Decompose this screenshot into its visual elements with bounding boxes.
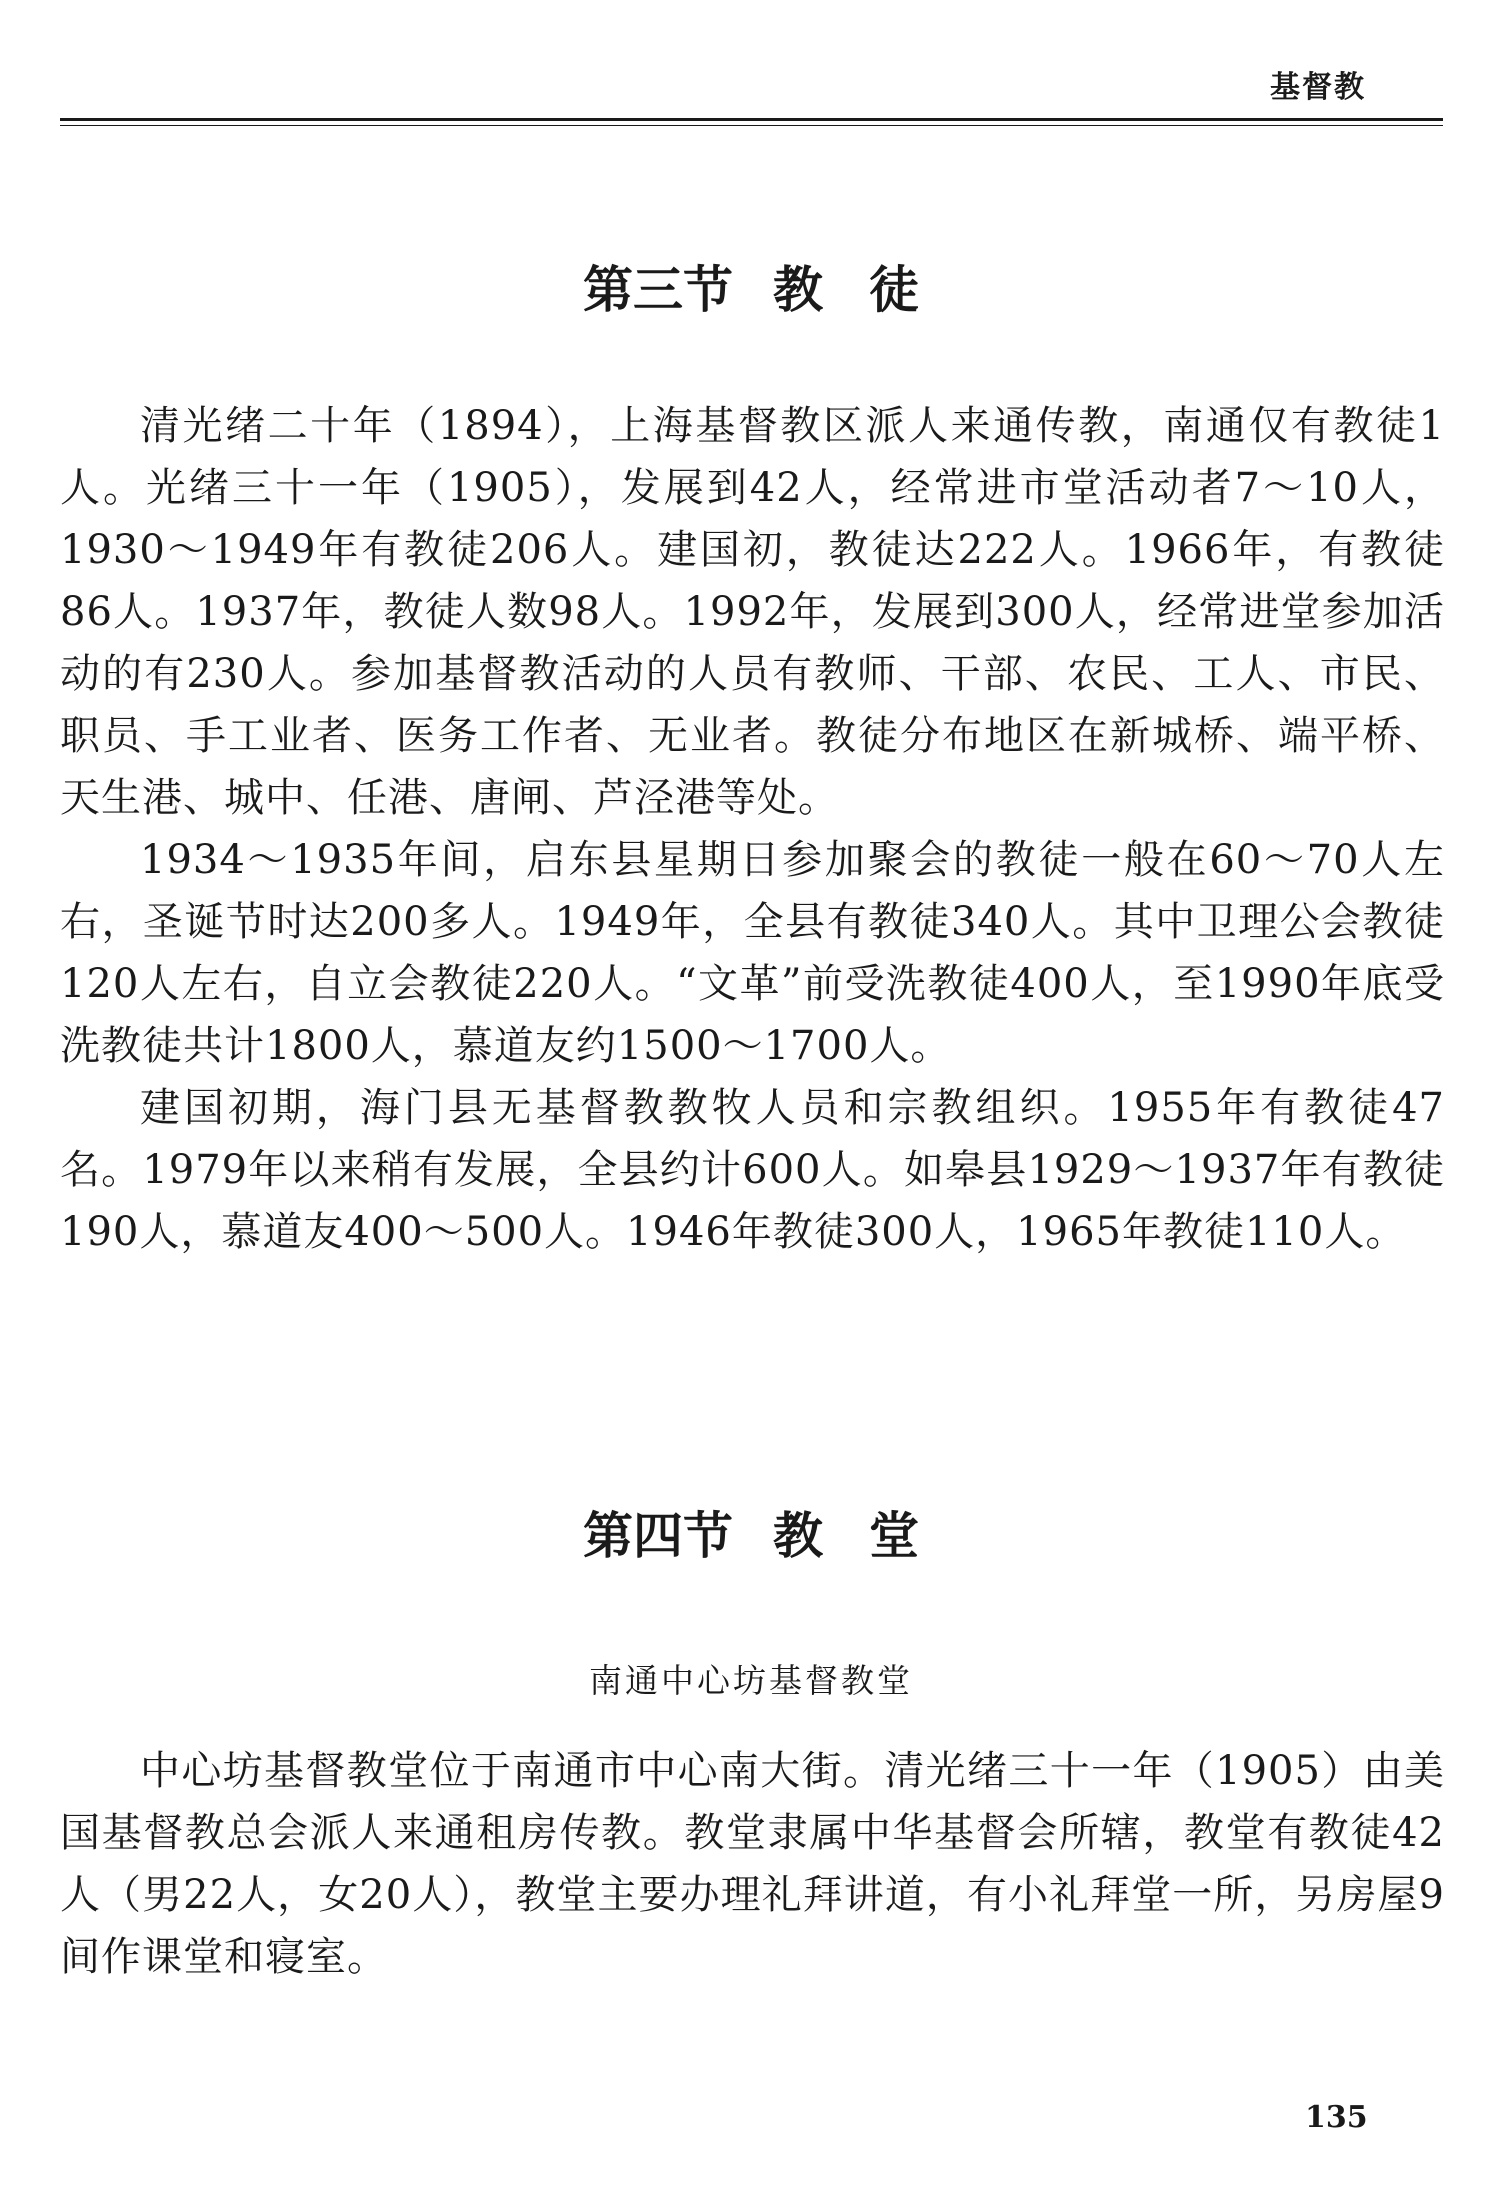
paragraph: 清光绪二十年（1894），上海基督教区派人来通传教，南通仅有教徒1人。光绪三十一年（1905），发展到42人，经常进市堂活动者7～10人，1930～1949年有教徒206人。建国初，教徒达222人。1966年，有教徒86人。1937年，教徒人数98人。1992年，发展到300人，经常进堂参加活动的有230人。参加基督教活动的人员有教师、干部、农民、工人、市民、职员、手工业者、医务工作者、无业者。教徒分布地区在新城桥、端平桥、天生港、城中、任港、唐闸、芦泾港等处。 — [60, 403, 1445, 821]
paragraph: 中心坊基督教堂位于南通市中心南大街。清光绪三十一年（1905）由美国基督教总会派人来通租房传教。教堂隶属中华基督会所辖，教堂有教徒42人（男22人，女20人），教堂主要办理礼拜讲道，有小礼拜堂一所，另房屋9间作课堂和寝室。 — [60, 1748, 1445, 1980]
paragraph: 1934～1935年间，启东县星期日参加聚会的教徒一般在60～70人左右，圣诞节时达200多人。1949年，全县有教徒340人。其中卫理公会教徒120人左右，自立会教徒220人。“文革”前受洗教徒400人，至1990年底受洗教徒共计1800人，慕道友约1500～1700人。 — [60, 837, 1445, 1069]
section-title-char: 教 — [773, 261, 823, 319]
section-4-body — [60, 1740, 1445, 1988]
header-rule-thin — [60, 125, 1443, 126]
header-rule-thick — [60, 118, 1443, 121]
section-number: 第三节 — [583, 261, 733, 319]
church-subheading: 南通中心坊基督教堂 — [589, 1661, 913, 1700]
section-title-char: 教 — [773, 1507, 823, 1565]
section-heading-4 — [0, 1496, 1502, 1568]
section-title-char: 堂 — [869, 1507, 919, 1565]
paragraph: 建国初期，海门县无基督教教牧人员和宗教组织。1955年有教徒47名。1979年以来稍有发展，全县约计600人。如皋县1929～1937年有教徒190人，慕道友400～500人。1946年教徒300人，1965年教徒110人。 — [60, 1085, 1445, 1255]
section-title-char: 徒 — [869, 261, 919, 319]
section-heading-3 — [0, 250, 1502, 322]
running-header-title: 基督教 — [1270, 70, 1366, 105]
section-number: 第四节 — [583, 1507, 733, 1565]
page-number: 135 — [1305, 2100, 1368, 2135]
section-3-body — [60, 395, 1445, 1263]
